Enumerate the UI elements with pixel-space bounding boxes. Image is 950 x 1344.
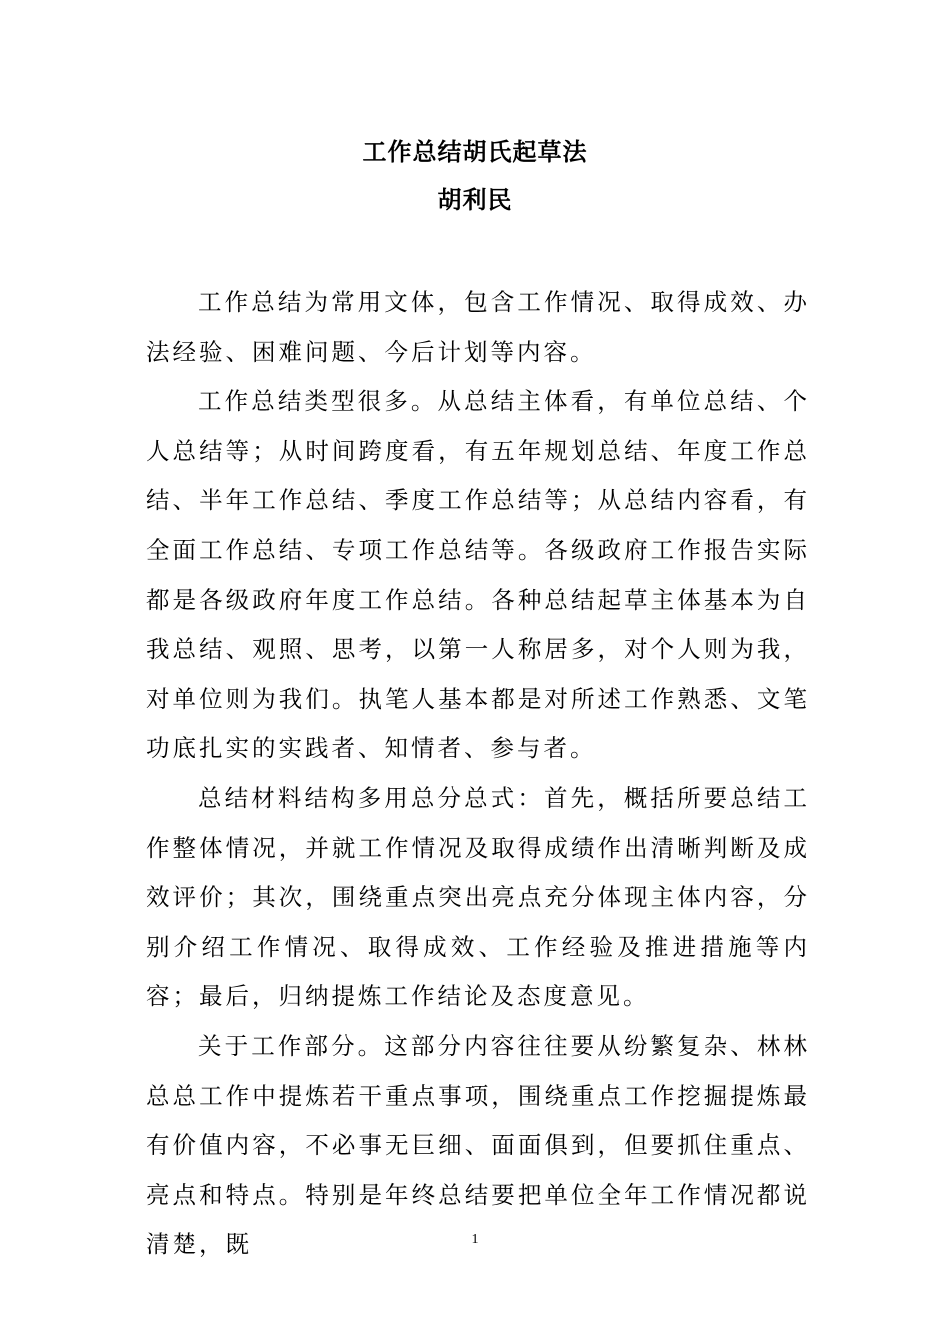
paragraph-types: 工作总结类型很多。从总结主体看，有单位总结、个人总结等；从时间跨度看，有五年规划总结、年度工作总结、半年工作总结、季度工作总结等；从总结内容看，有全面工作总结、专项工作总结等。各级政府工作报告实际都是各级政府年度工作总结。各种总结起草主体基本为自我总结、观照、思考，以第一人称居多，对个人则为我，对单位则为我们。执笔人基本都是对所述工作熟悉、文笔功底扎实的实践者、知情者、参与者。 [146,387,810,763]
page-number: 1 [471,1232,479,1247]
document-body [146,278,810,1270]
paragraph-structure: 总结材料结构多用总分总式：首先，概括所要总结工作整体情况，并就工作情况及取得成绩作出清晰判断及成效评价；其次，围绕重点突出亮点充分体现主体内容，分别介绍工作情况、取得成效、工作经验及推进措施等内容；最后，归纳提炼工作结论及态度意见。 [146,783,810,1011]
document-title: 工作总结胡氏起草法 [362,138,588,166]
paragraph-work-section: 关于工作部分。这部分内容往往要从纷繁复杂、林林总总工作中提炼若干重点事项，围绕重点工作挖掘提炼最有价值内容，不必事无巨细、面面俱到，但要抓住重点、亮点和特点。特别是年终总结要把单位全年工作情况都说清楚，既 [146,1031,810,1259]
paragraph-intro: 工作总结为常用文体，包含工作情况、取得成效、办法经验、困难问题、今后计划等内容。 [146,288,810,366]
document-author: 胡利民 [437,186,513,214]
